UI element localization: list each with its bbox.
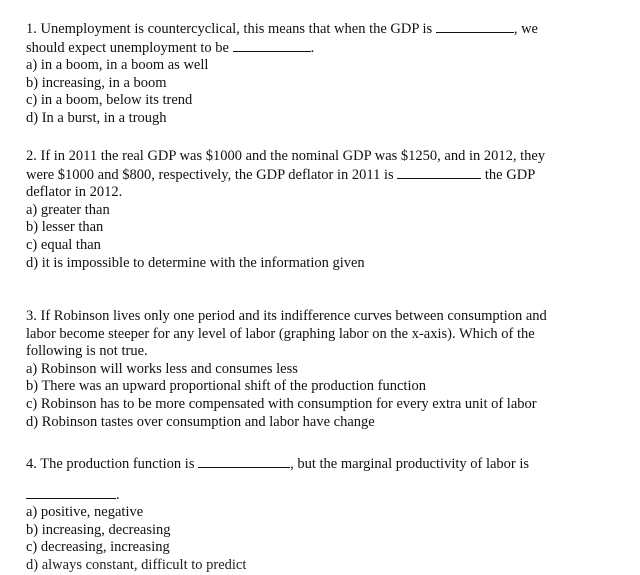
question-1 <box>26 20 606 128</box>
question-4-stem-line-1: 4. The production function is , but the marginal productivity of labor is <box>26 456 530 472</box>
answer-blank-2 <box>397 166 481 179</box>
question-1-option-b: b) increasing, in a boom <box>26 74 167 91</box>
answer-blank-4b <box>26 486 116 499</box>
question-3-stem-line-3: following is not true. <box>26 343 148 360</box>
question-4-option-b: b) increasing, decreasing <box>26 521 171 538</box>
question-3-stem-line-1: 3. If Robinson lives only one period and its indifference curves between consumption and <box>26 308 547 324</box>
question-2-option-d: d) it is impossible to determine with the information given <box>26 254 365 271</box>
question-2 <box>26 148 606 272</box>
question-3-option-d: d) Robinson tastes over consumption and labor have change <box>26 413 375 430</box>
question-4-option-a: a) positive, negative <box>26 504 144 521</box>
question-1-option-d: d) In a burst, in a trough <box>26 109 167 126</box>
question-3-option-a: a) Robinson will works less and consumes less <box>26 360 298 377</box>
question-2-option-b: b) lesser than <box>26 219 104 236</box>
question-2-option-c: c) equal than <box>26 236 101 253</box>
question-2-stem-line-3: deflator in 2012. <box>26 184 123 201</box>
question-4-stem-line-2: . <box>26 486 606 505</box>
question-3 <box>26 308 606 431</box>
question-1-option-a: a) in a boom, in a boom as well <box>26 57 209 74</box>
answer-blank-1b <box>233 39 311 52</box>
question-4-option-c: c) decreasing, increasing <box>26 539 170 556</box>
question-4-option-d: d) always constant, difficult to predict <box>26 556 247 573</box>
question-1-option-c: c) in a boom, below its trend <box>26 92 193 109</box>
question-1-stem-line-2: should expect unemployment to be . <box>26 39 315 56</box>
answer-blank-4a <box>198 455 290 468</box>
question-2-stem-line-2: were $1000 and $800, respectively, the GDP deflator in 2011 is the GDP <box>26 166 536 183</box>
question-4 <box>26 455 606 575</box>
question-2-stem-line-1: 2. If in 2011 the real GDP was $1000 and the nominal GDP was $1250, and in 2012, they <box>26 148 546 164</box>
question-3-stem-line-2: labor become steeper for any level of labor (graphing labor on the x-axis). Which of the <box>26 325 535 342</box>
question-3-option-c: c) Robinson has to be more compensated with consumption for every extra unit of labor <box>26 395 537 412</box>
question-3-option-b: b) There was an upward proportional shift of the production function <box>26 378 426 395</box>
question-2-option-a: a) greater than <box>26 201 110 218</box>
answer-blank-1a <box>436 20 514 33</box>
question-1-stem-line-1: 1. Unemployment is countercyclical, this means that when the GDP is , we <box>26 21 538 37</box>
